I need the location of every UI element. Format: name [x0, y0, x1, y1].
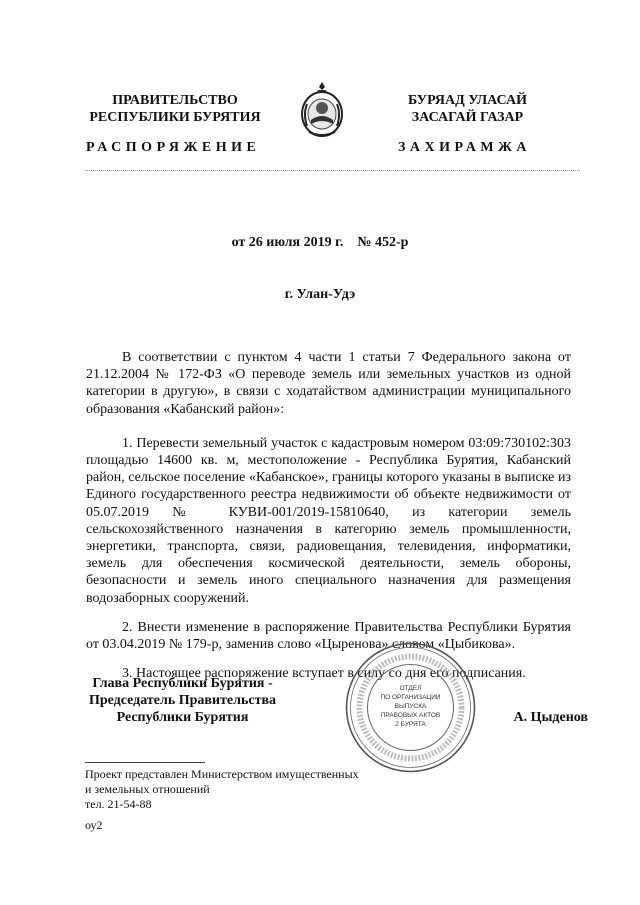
footer-line2: и земельных отношений [85, 782, 210, 796]
signatory-name: А. Цыденов [513, 710, 588, 725]
signatory-title [70, 675, 295, 726]
document-body [86, 349, 571, 682]
preamble-text: В соответствии с пунктом 4 части 1 статьи 7 Федерального закона от 21.12.2004 № 172-ФЗ «О переводе земель или земельных участков из одной категории в другую», в связи с ходатайством администрации муниципального образования «Кабанский район»: [86, 350, 571, 417]
clause-1-text: 1. Перевести земельный участок с кадастровым номером 03:09:730102:303 площадью 14600 кв. м, местоположение - Республика Бурятия, Кабанский район, сельское поселение «Кабанское», границы которого указаны в выписке из Единого государственного реестра недвижимости об объекте недвижимости от 05.07.2019 № КУВИ-001/2019-15810640, из категории земель сельскохозяйственного назначения в категорию земель промышленности, энергетики, транспорта, связи, радиовещания, телевидения, информатики, земель для обеспечения космической деятельности, земель обороны, безопасности и земель иного специального назначения для размещения водозаборных сооружений. [86, 435, 571, 606]
stamp-text-4: ПРАВОВЫХ АКТОВ [380, 712, 441, 719]
clause-3-text: 3. Настоящее распоряжение вступает в силу со дня его подписания. [122, 666, 526, 682]
stamp-text-1: ОТДЕЛ [399, 685, 422, 692]
preamble-paragraph [86, 349, 571, 418]
signatory-title-line1: Глава Республики Бурятия - [92, 676, 273, 691]
clause-2-paragraph [86, 619, 571, 653]
signatory-title-line2: Председатель Правительства [88, 693, 277, 708]
stamp-text-3: ВЫПУСКА [394, 703, 427, 710]
round-seal-icon [343, 640, 478, 775]
clause-2-text: 2. Внести изменение в распоряжение Правительства Республики Бурятия от 03.04.2019 № 179-р, заменив слово «Цыренова» словом «Цыбикова». [86, 619, 571, 653]
clause-1-paragraph [86, 435, 571, 607]
doc-type-buryat: ЗАХИРАМЖА [398, 140, 532, 155]
official-stamp [343, 640, 478, 775]
doc-type-russian: РАСПОРЯЖЕНИЕ [86, 140, 261, 155]
footer-code: оу2 [85, 818, 103, 832]
org-name-buryat [350, 92, 585, 126]
coat-of-arms-emblem [297, 78, 347, 140]
footer-phone: тел. 21-54-88 [85, 797, 152, 811]
date-number: от 26 июля 2019 г. № 452-р [231, 235, 409, 250]
org-name-buryat-line1: БУРЯАД УЛАСАЙ [408, 93, 527, 108]
stamp-text-5: 2 БУРЯТА [395, 721, 426, 728]
footer-divider [85, 762, 205, 763]
org-name-russian [55, 92, 295, 126]
signatory-title-line3: Республики Бурятия [116, 710, 249, 725]
header-divider [85, 170, 580, 171]
org-name-russian-line1: ПРАВИТЕЛЬСТВО [112, 93, 238, 108]
stamp-text-2: ПО ОРГАНИЗАЦИИ [380, 694, 441, 701]
city: г. Улан-Удэ [284, 287, 356, 302]
org-name-russian-line2: РЕСПУБЛИКИ БУРЯТИЯ [89, 110, 261, 125]
org-name-buryat-line2: ЗАСАГАЙ ГАЗАР [411, 110, 524, 125]
footer-note [85, 767, 405, 833]
coat-of-arms-icon [297, 78, 347, 140]
footer-line1: Проект представлен Министерством имущественных [85, 767, 359, 781]
